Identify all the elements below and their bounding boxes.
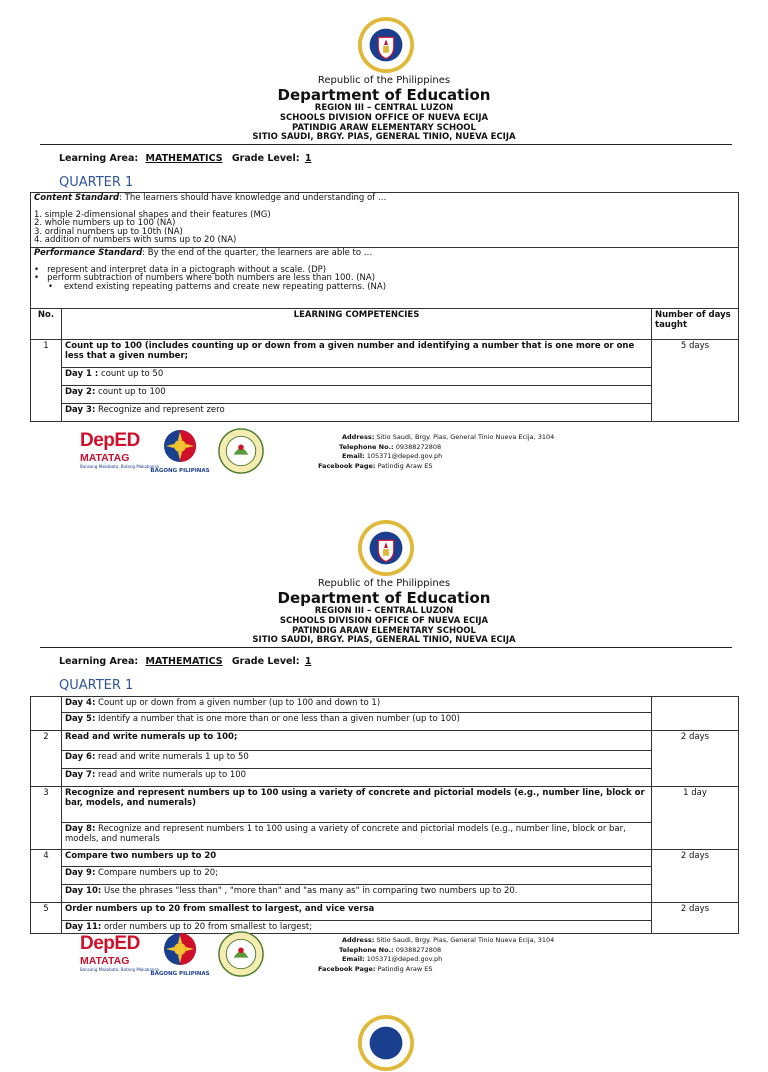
school-address-heading: SITIO SAUDI, BRGY. PIAS, GENERAL TINIO, NUEVA ECIJA (252, 635, 516, 645)
competency-number (31, 697, 62, 731)
day-entry: Day 4: Count up or down from a given number (up to 100 and down to 1) (62, 697, 652, 713)
table-row (31, 697, 739, 713)
division-heading: SCHOOLS DIVISION OFFICE OF NUEVA ECIJA (279, 113, 489, 123)
grade-level-label: Grade Level: (231, 656, 300, 667)
days-taught: 2 days (652, 903, 739, 934)
days-taught: 2 days (652, 850, 739, 903)
learning-area-value: MATHEMATICS (145, 656, 223, 667)
grade-level-label: Grade Level: (231, 153, 300, 164)
competency-text: Read and write numerals up to 100; (62, 731, 652, 751)
days-taught (652, 697, 739, 731)
header-no: No. (31, 309, 62, 340)
contact-address: Address: Sitio Saudi, Brgy. Pias, General Tinio Nueva Ecija, 3104 (342, 433, 555, 441)
region-heading: REGION III – CENTRAL LUZON (314, 606, 454, 616)
matatag-logo-text: MATATAG (80, 955, 130, 967)
day-entry: Day 2: count up to 100 (62, 386, 652, 404)
content-standard-item: 1. simple 2-dimensional shapes and their features (MG) (34, 209, 271, 220)
competency-number: 3 (31, 787, 62, 850)
grade-level-value: 1 (304, 153, 312, 164)
standards-box (30, 192, 739, 309)
contact-email: Email: 105371@deped.gov.ph (342, 955, 443, 964)
grade-level-value: 1 (304, 656, 312, 667)
competency-text: Compare two numbers up to 20 (62, 850, 652, 867)
table-row (31, 867, 739, 885)
division-heading: SCHOOLS DIVISION OFFICE OF NUEVA ECIJA (279, 616, 489, 626)
table-row (31, 823, 739, 850)
header-days: Number of days taught (652, 309, 739, 340)
deped-seal-icon (357, 1014, 415, 1072)
table-row (31, 731, 739, 751)
competency-text: Recognize and represent numbers up to 100 using a variety of concrete and pictorial models (e.g., number line, block or bar, models, and numerals) (62, 787, 652, 823)
competency-number: 2 (31, 731, 62, 787)
bagong-pilipinas-text: BAGONG PILIPINAS (150, 971, 210, 977)
table-row (31, 885, 739, 903)
performance-standard-list (31, 265, 738, 293)
school-address-heading: SITIO SAUDI, BRGY. PIAS, GENERAL TINIO, NUEVA ECIJA (252, 132, 516, 142)
content-standard-list (31, 210, 738, 246)
contact-phone: Telephone No.: 09388272808 (339, 945, 442, 954)
school-seal-icon (218, 931, 264, 977)
performance-standard-label: Performance Standard (34, 247, 143, 258)
contact-facebook: Facebook Page: Patindig Araw ES (318, 462, 433, 471)
day-entry: Day 6: read and write numerals 1 up to 50 (62, 751, 652, 769)
contact-block (318, 433, 554, 472)
table-row (31, 921, 739, 934)
performance-standard-item: • represent and interpret data in a pictograph without a scale. (DP) (34, 264, 327, 275)
day-entry: Day 1 : count up to 50 (62, 368, 652, 386)
content-standard-text: : The learners should have knowledge and understanding of … (119, 193, 387, 203)
performance-standard-text: : By the end of the quarter, the learners are able to … (142, 247, 373, 258)
header-divider (40, 144, 732, 145)
bagong-pilipinas-icon (148, 428, 212, 464)
competency-number: 1 (31, 340, 62, 422)
bagong-pilipinas-logo (148, 428, 212, 474)
table-row (31, 340, 739, 368)
table-row (31, 769, 739, 787)
table-row (31, 751, 739, 769)
day-entry: Day 5: Identify a number that is one more than or one less than a given number (up to 100) (62, 713, 652, 731)
learning-area-line (59, 656, 311, 667)
day-entry: Day 9: Compare numbers up to 20; (62, 867, 652, 885)
day-entry: Day 10: Use the phrases "less than" , "more than" and "as many as" in comparing two numbers up to 20. (62, 885, 652, 903)
table-row (31, 713, 739, 731)
bagong-pilipinas-text: BAGONG PILIPINAS (150, 468, 210, 474)
deped-logo-text: DepED (80, 933, 140, 954)
header-competencies: LEARNING COMPETENCIES (62, 309, 652, 340)
deped-seal-icon (357, 519, 415, 577)
contact-block (318, 936, 554, 975)
deped-seal-icon (357, 16, 415, 74)
competency-table-page2 (30, 696, 739, 934)
content-standard-item: 2. whole numbers up to 100 (NA) (34, 218, 176, 229)
days-taught: 2 days (652, 731, 739, 787)
quarter-heading: QUARTER 1 (59, 678, 134, 693)
matatag-logo-text: MATATAG (80, 452, 130, 464)
department-heading: Department of Education (277, 589, 491, 607)
days-taught: 5 days (652, 340, 739, 422)
region-heading: REGION III – CENTRAL LUZON (314, 103, 454, 113)
contact-facebook: Facebook Page: Patindig Araw ES (318, 965, 433, 974)
contact-phone: Telephone No.: 09388272808 (339, 442, 442, 451)
table-row (31, 386, 739, 404)
content-standard (31, 193, 738, 204)
table-header-row (31, 309, 739, 340)
table-row (31, 787, 739, 823)
day-entry: Day 3: Recognize and represent zero (62, 404, 652, 422)
republic-heading: Republic of the Philippines (317, 578, 451, 589)
table-row (31, 850, 739, 867)
republic-heading: Republic of the Philippines (317, 75, 451, 86)
content-standard-item: 4. addition of numbers with sums up to 20 (NA) (34, 235, 237, 246)
deped-logo-text: DepED (80, 430, 140, 451)
performance-standard-item: • perform subtraction of numbers where both numbers are less than 100. (NA) (34, 273, 376, 284)
bagong-pilipinas-icon (148, 931, 212, 967)
quarter-heading: QUARTER 1 (59, 175, 134, 190)
learning-area-value: MATHEMATICS (145, 153, 223, 164)
day-entry: Day 11: order numbers up to 20 from smallest to largest; (62, 921, 652, 934)
table-row (31, 368, 739, 386)
contact-email: Email: 105371@deped.gov.ph (342, 452, 443, 461)
table-row (31, 404, 739, 422)
competency-table-page1 (30, 308, 739, 422)
table-row (31, 903, 739, 921)
content-standard-label: Content Standard (34, 193, 120, 203)
learning-area-label: Learning Area: (59, 153, 139, 164)
department-heading: Department of Education (277, 86, 491, 104)
day-entry: Day 7: read and write numerals up to 100 (62, 769, 652, 787)
school-seal-icon (218, 428, 264, 474)
competency-number: 4 (31, 850, 62, 903)
learning-area-label: Learning Area: (59, 656, 139, 667)
bagong-pilipinas-logo (148, 931, 212, 977)
competency-text: Order numbers up to 20 from smallest to largest, and vice versa (62, 903, 652, 921)
day-entry: Day 8: Recognize and represent numbers 1 to 100 using a variety of concrete and pictorial models (e.g., number line, block or bar, models, and numerals (62, 823, 652, 850)
days-taught: 1 day (652, 787, 739, 850)
content-standard-item: 3. ordinal numbers up to 10th (NA) (34, 226, 183, 237)
school-heading: PATINDIG ARAW ELEMENTARY SCHOOL (292, 626, 476, 636)
matatag-tagline: Bansang Makabata, Batang Makabansa (80, 464, 159, 469)
header-divider (40, 647, 732, 648)
competency-number: 5 (31, 903, 62, 934)
performance-standard-item: • extend existing repeating patterns and create new repeating patterns. (NA) (48, 281, 387, 292)
school-heading: PATINDIG ARAW ELEMENTARY SCHOOL (292, 123, 476, 133)
matatag-tagline: Bansang Makabata, Batang Makabansa (80, 967, 159, 972)
contact-address: Address: Sitio Saudi, Brgy. Pias, General Tinio Nueva Ecija, 3104 (342, 936, 555, 944)
competency-text: Count up to 100 (includes counting up or down from a given number and identifying a number that is one more or one less that a given number; (62, 340, 652, 368)
learning-area-line (59, 153, 311, 164)
performance-standard (31, 248, 738, 259)
